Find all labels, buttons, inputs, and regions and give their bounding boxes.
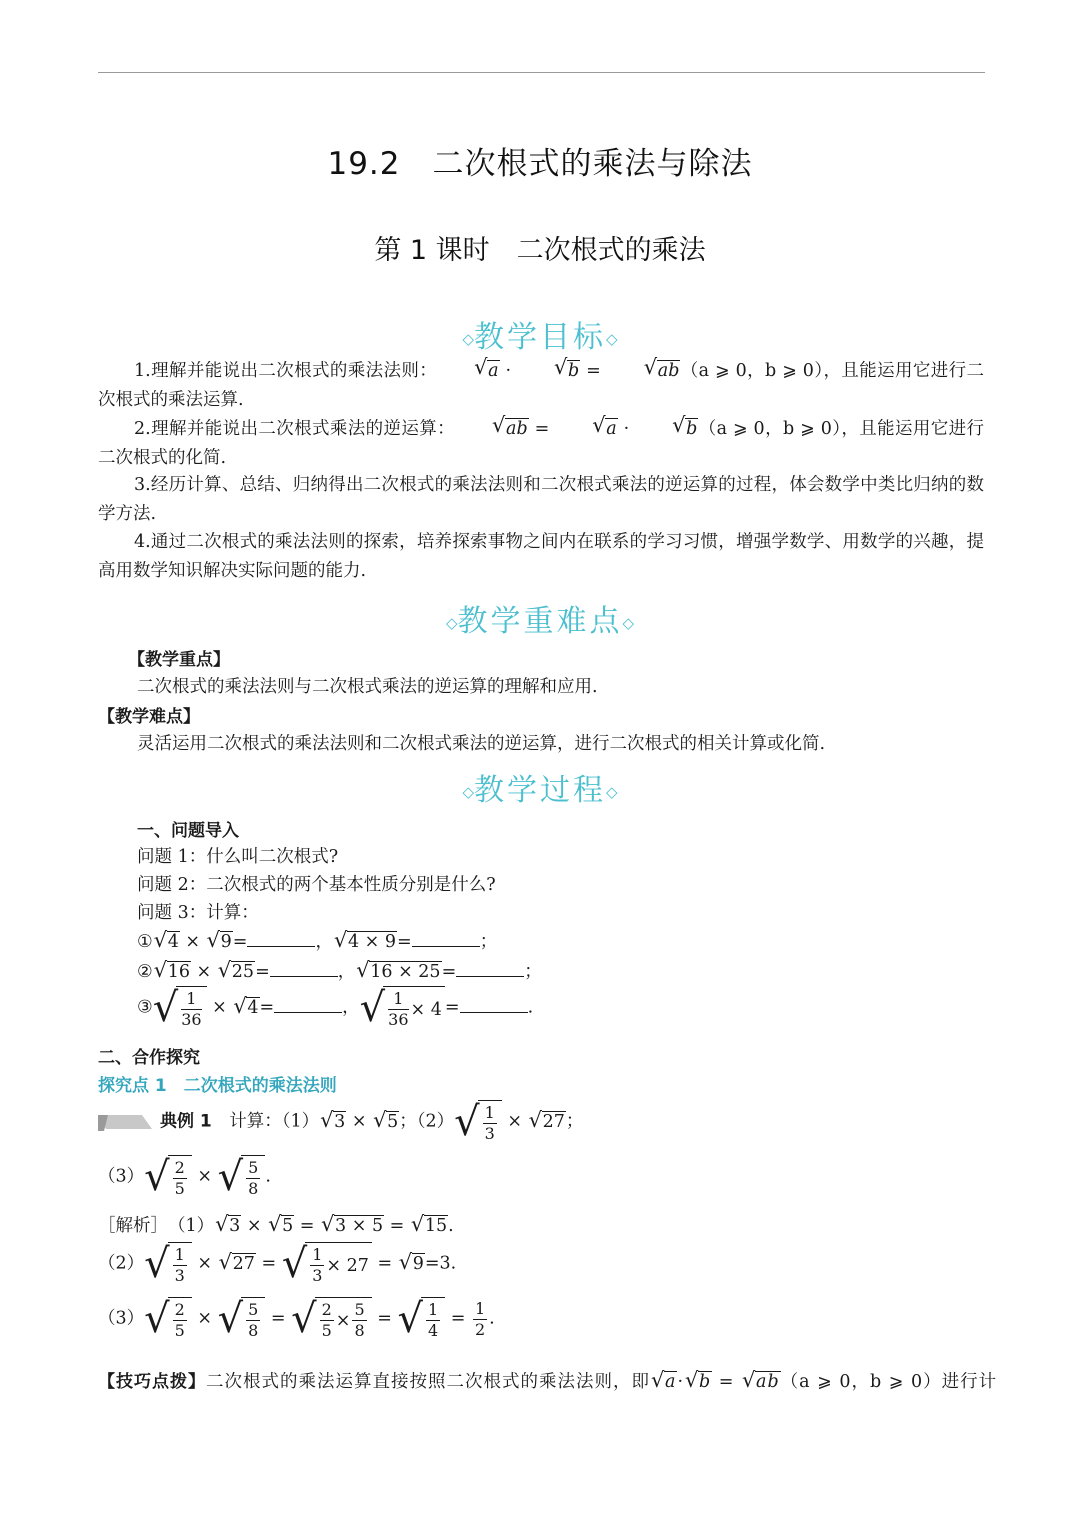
section-heading-keypoints: ◇教学重难点◇: [445, 604, 635, 639]
answer-blank[interactable]: [274, 994, 342, 1013]
analysis-2: （2） √ $\frac{1}{3}$ × √ 27 = √ $\frac{1}{3}$ × 27 = √ 9=3.: [98, 1242, 456, 1286]
focus-text: 二次根式的乘法法则与二次根式乘法的逆运算的理解和应用.: [137, 677, 598, 697]
exercise-2: ②√ 16 × √ 25= ，√ 16 × 25= ；: [137, 958, 542, 983]
lesson-title: 第 1 课时 二次根式的乘法: [374, 235, 706, 266]
analysis-1: ［解析］ （1）√ 3 × √ 5 = √ 3 × 5 = √ 15.: [98, 1212, 454, 1237]
tip: 【技巧点拨】二次根式的乘法运算直接按照二次根式的乘法法则，即√ a·√ b = √ ab（a ⩾ 0，b ⩾ 0）进行计: [98, 1367, 997, 1393]
goal-1: 1.理解并能说出二次根式的乘法法则：√ a · √ b = √ ab（a ⩾ 0，b ⩾ 0），且能运用它进行二次根式的乘法运算.: [98, 357, 984, 415]
example-1: 典例 1 计算：（1）√ 3 × √ 5；（2） √ $\frac{1}{3}$ × √ 27；: [98, 1100, 583, 1144]
question-1: 问题 1：什么叫二次根式?: [137, 847, 339, 867]
diamond-icon: ◇: [606, 330, 618, 348]
part-2-heading: 二、合作探究: [98, 1048, 200, 1068]
exercise-3: ③ √ $\frac{1}{36}$ × √ 4= ， √ $\frac{1}{36}$ × 4 = .: [137, 986, 533, 1030]
diamond-icon: ◇: [462, 783, 474, 801]
diamond-icon: ◇: [462, 330, 474, 348]
answer-blank[interactable]: [412, 928, 480, 947]
diamond-icon: ◇: [606, 783, 618, 801]
goal-2: 2.理解并能说出二次根式乘法的逆运算：√ ab = √ a · √ b（a ⩾ 0，b ⩾ 0），且能运用它进行二次根式的化简.: [98, 415, 984, 473]
question-3: 问题 3：计算：: [137, 903, 259, 923]
diamond-icon: ◇: [445, 614, 458, 632]
answer-blank[interactable]: [270, 958, 338, 977]
question-2: 问题 2：二次根式的两个基本性质分别是什么?: [137, 875, 496, 895]
example-1-part-3: （3） √ $\frac{2}{5}$ × √ $\frac{5}{8}$ .: [98, 1154, 271, 1200]
focus-label: 【教学重点】: [128, 650, 230, 670]
exercise-1: ①√ 4 × √ 9= ，√ 4 × 9= ；: [137, 928, 497, 953]
answer-blank[interactable]: [456, 958, 524, 977]
tip-label: 【技巧点拨】: [98, 1372, 206, 1392]
goal-1-condition: （a ⩾ 0，b ⩾ 0）: [680, 361, 824, 381]
section-heading-process: ◇教学过程◇: [462, 773, 618, 808]
diamond-icon: ◇: [622, 614, 635, 632]
answer-blank[interactable]: [247, 928, 315, 947]
difficulty-label: 【教学难点】: [98, 707, 200, 727]
goal-4: 4.通过二次根式的乘法法则的探索，培养探索事物之间内在联系的学习习惯，增强学数学、用数学的兴趣，提高用数学知识解决实际问题的能力.: [98, 532, 984, 581]
banner-icon: [98, 1113, 152, 1131]
answer-blank[interactable]: [460, 994, 528, 1013]
difficulty-text: 灵活运用二次根式的乘法法则和二次根式乘法的逆运算，进行二次根式的相关计算或化简.: [137, 734, 826, 754]
analysis-3: （3） √ $\frac{2}{5}$ × √ $\frac{5}{8}$ = √ $\frac{2}{5}$ × $\frac{5}{8}$ = √ $\frac{1}{4}$ = $\frac{1}{2}$ .: [98, 1296, 495, 1342]
goal-2-condition: （a ⩾ 0，b ⩾ 0）: [698, 419, 842, 439]
chapter-title: 19.2 二次根式的乘法与除法: [327, 146, 753, 182]
analysis-label: ［解析］: [98, 1216, 160, 1236]
section-heading-goals: ◇教学目标◇: [462, 320, 618, 355]
header-rule: [98, 72, 985, 73]
part-1-heading: 一、问题导入: [137, 821, 239, 841]
goal-3: 3.经历计算、总结、归纳得出二次根式的乘法法则和二次根式乘法的逆运算的过程，体会数学中类比归纳的数学方法.: [98, 475, 984, 524]
explore-point-1: 探究点 1 二次根式的乘法法则: [98, 1076, 337, 1096]
